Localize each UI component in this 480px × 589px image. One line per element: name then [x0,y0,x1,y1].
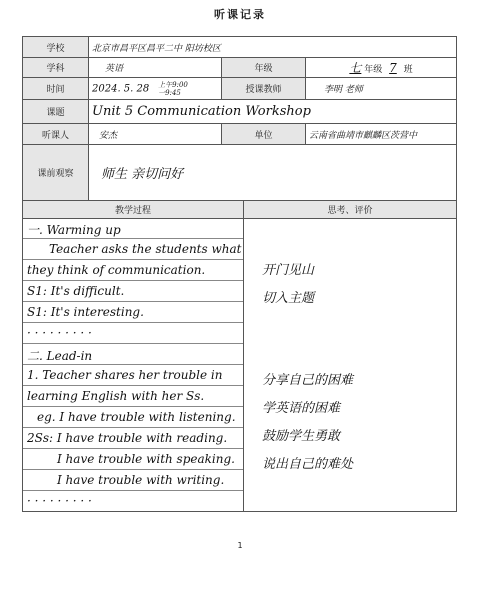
ruled-line [23,343,243,344]
date-value: 2024. 5. 28 [92,83,150,94]
process-header: 教学过程 [23,201,244,219]
teacher-value: 李明 老师 [306,78,457,100]
ruled-line [23,322,243,323]
process-line: 一. Warming up [27,223,121,237]
reflection-comment: 说出自己的难处 [262,457,354,472]
unit-value: 云南省曲靖市麒麟区茨营中 [306,124,457,145]
subject-label: 学科 [23,58,89,78]
ruled-line [23,385,243,386]
ruled-line [23,259,243,260]
reflection-comment: 切入主题 [262,291,315,306]
period-line-2: 一9:45 [158,88,181,97]
ruled-line [23,406,243,407]
class-value: 7 [389,61,397,75]
process-line: 2Ss: I have trouble with reading. [27,431,228,445]
process-line: · · · · · · · · · [27,494,92,508]
process-lines [23,219,243,511]
ruled-line [23,301,243,302]
ruled-line [23,238,243,239]
grade-class-cell [306,58,457,78]
ruled-line [23,364,243,365]
period-value [158,81,188,97]
process-line: I have trouble with speaking. [57,452,235,466]
unit-label: 单位 [222,124,306,145]
teacher-label: 授课教师 [222,78,306,100]
time-label: 时间 [23,78,89,100]
reflection-comment: 鼓励学生勇敢 [262,429,341,444]
listener-label: 听课人 [23,124,89,145]
reflection-header: 思考、评价 [244,201,457,219]
process-line: learning English with her Ss. [27,389,205,403]
topic-value: Unit 5 Communication Workshop [89,100,457,124]
process-line: they think of communication. [27,263,206,277]
process-line: eg. I have trouble with listening. [37,410,236,424]
school-label: 学校 [23,37,89,58]
ruled-line [23,469,243,470]
ruled-line [23,280,243,281]
process-line: S1: It's interesting. [27,305,144,319]
page-title: 听课记录 [214,8,266,21]
process-line: I have trouble with writing. [57,473,225,487]
reflection-comment: 开门见山 [262,263,315,278]
grade-label: 年级 [222,58,306,78]
grade-value: 七 [349,61,362,75]
process-line: 二. Lead-in [27,349,93,363]
listener-value: 安杰 [89,124,222,145]
grade-suffix: 年级 [364,65,383,75]
reflection-comment: 分享自己的困难 [262,373,354,388]
observation-label: 课前观察 [23,145,89,201]
topic-label: 课题 [23,100,89,124]
observation-value: 师生 亲切问好 [89,145,457,201]
reflection-lines [244,219,456,511]
subject-value: 英语 [89,58,222,78]
reflection-cell [244,219,457,512]
process-line: S1: It's difficult. [27,284,125,298]
school-value: 北京市昌平区昌平二中 阳坊校区 [89,37,457,58]
process-line: 1. Teacher shares her trouble in [27,368,223,382]
class-suffix: 班 [403,65,413,75]
time-value [89,78,222,100]
process-cell [23,219,244,512]
reflection-comment: 学英语的困难 [262,401,341,416]
ruled-line [23,490,243,491]
ruled-line [23,511,243,512]
page-number: 1 [237,541,243,550]
period-line-1: 上午9:00 [158,80,188,89]
ruled-line [23,427,243,428]
process-line: Teacher asks the students what [49,242,242,256]
process-line: · · · · · · · · · [27,326,92,340]
ruled-line [23,448,243,449]
lesson-record-table [22,36,457,512]
